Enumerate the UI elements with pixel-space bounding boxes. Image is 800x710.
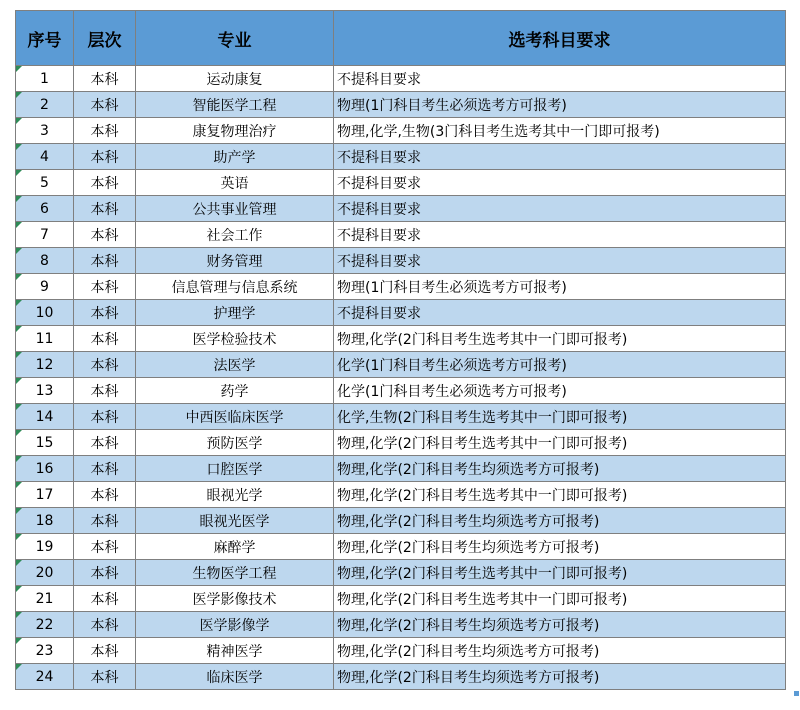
table-row bbox=[16, 196, 786, 222]
selection-handle bbox=[794, 691, 799, 696]
cell-requirement: 物理,化学(2门科目考生选考其中一门即可报考) bbox=[334, 326, 786, 352]
cell-level: 本科 bbox=[74, 638, 136, 664]
cell-major: 信息管理与信息系统 bbox=[136, 274, 334, 300]
cell-requirement: 物理,化学,生物(3门科目考生选考其中一门即可报考) bbox=[334, 118, 786, 144]
cell-no: 20 bbox=[16, 560, 74, 586]
cell-major: 医学影像技术 bbox=[136, 586, 334, 612]
cell-no: 9 bbox=[16, 274, 74, 300]
cell-requirement: 物理,化学(2门科目考生均须选考方可报考) bbox=[334, 456, 786, 482]
cell-level: 本科 bbox=[74, 560, 136, 586]
subject-requirements-table bbox=[15, 10, 786, 690]
cell-major: 运动康复 bbox=[136, 66, 334, 92]
cell-level: 本科 bbox=[74, 326, 136, 352]
table-row bbox=[16, 534, 786, 560]
cell-no: 4 bbox=[16, 144, 74, 170]
table-row bbox=[16, 92, 786, 118]
cell-level: 本科 bbox=[74, 404, 136, 430]
cell-major: 医学检验技术 bbox=[136, 326, 334, 352]
cell-no: 19 bbox=[16, 534, 74, 560]
cell-no: 1 bbox=[16, 66, 74, 92]
table-row bbox=[16, 456, 786, 482]
cell-requirement: 物理,化学(2门科目考生均须选考方可报考) bbox=[334, 534, 786, 560]
cell-level: 本科 bbox=[74, 170, 136, 196]
cell-no: 12 bbox=[16, 352, 74, 378]
cell-no: 22 bbox=[16, 612, 74, 638]
cell-major: 麻醉学 bbox=[136, 534, 334, 560]
cell-level: 本科 bbox=[74, 586, 136, 612]
cell-requirement: 不提科目要求 bbox=[334, 144, 786, 170]
cell-level: 本科 bbox=[74, 118, 136, 144]
cell-level: 本科 bbox=[74, 274, 136, 300]
cell-requirement: 不提科目要求 bbox=[334, 170, 786, 196]
header-requirement: 选考科目要求 bbox=[334, 11, 786, 66]
cell-no: 17 bbox=[16, 482, 74, 508]
table-row bbox=[16, 638, 786, 664]
header-row bbox=[16, 11, 786, 66]
cell-major: 口腔医学 bbox=[136, 456, 334, 482]
cell-requirement: 物理,化学(2门科目考生选考其中一门即可报考) bbox=[334, 586, 786, 612]
header-no: 序号 bbox=[16, 11, 74, 66]
cell-no: 21 bbox=[16, 586, 74, 612]
cell-level: 本科 bbox=[74, 534, 136, 560]
table-row bbox=[16, 326, 786, 352]
cell-major: 公共事业管理 bbox=[136, 196, 334, 222]
table-row bbox=[16, 508, 786, 534]
cell-major: 预防医学 bbox=[136, 430, 334, 456]
table-row bbox=[16, 482, 786, 508]
table-row bbox=[16, 586, 786, 612]
table-row bbox=[16, 560, 786, 586]
cell-level: 本科 bbox=[74, 508, 136, 534]
cell-level: 本科 bbox=[74, 430, 136, 456]
cell-level: 本科 bbox=[74, 352, 136, 378]
cell-major: 精神医学 bbox=[136, 638, 334, 664]
cell-major: 英语 bbox=[136, 170, 334, 196]
cell-level: 本科 bbox=[74, 66, 136, 92]
cell-major: 生物医学工程 bbox=[136, 560, 334, 586]
table-container bbox=[15, 10, 785, 690]
cell-major: 医学影像学 bbox=[136, 612, 334, 638]
cell-requirement: 物理,化学(2门科目考生均须选考方可报考) bbox=[334, 638, 786, 664]
cell-level: 本科 bbox=[74, 144, 136, 170]
cell-level: 本科 bbox=[74, 92, 136, 118]
cell-no: 5 bbox=[16, 170, 74, 196]
header-major: 专业 bbox=[136, 11, 334, 66]
cell-level: 本科 bbox=[74, 248, 136, 274]
cell-requirement: 物理(1门科目考生必须选考方可报考) bbox=[334, 92, 786, 118]
cell-no: 15 bbox=[16, 430, 74, 456]
cell-no: 23 bbox=[16, 638, 74, 664]
cell-requirement: 化学,生物(2门科目考生选考其中一门即可报考) bbox=[334, 404, 786, 430]
table-row bbox=[16, 612, 786, 638]
cell-requirement: 物理,化学(2门科目考生选考其中一门即可报考) bbox=[334, 430, 786, 456]
cell-no: 16 bbox=[16, 456, 74, 482]
cell-level: 本科 bbox=[74, 612, 136, 638]
cell-major: 药学 bbox=[136, 378, 334, 404]
cell-major: 临床医学 bbox=[136, 664, 334, 690]
cell-requirement: 物理(1门科目考生必须选考方可报考) bbox=[334, 274, 786, 300]
cell-no: 7 bbox=[16, 222, 74, 248]
cell-major: 助产学 bbox=[136, 144, 334, 170]
cell-major: 眼视光学 bbox=[136, 482, 334, 508]
cell-level: 本科 bbox=[74, 300, 136, 326]
cell-no: 6 bbox=[16, 196, 74, 222]
cell-major: 眼视光医学 bbox=[136, 508, 334, 534]
cell-requirement: 化学(1门科目考生必须选考方可报考) bbox=[334, 352, 786, 378]
cell-no: 11 bbox=[16, 326, 74, 352]
cell-major: 智能医学工程 bbox=[136, 92, 334, 118]
cell-requirement: 物理,化学(2门科目考生均须选考方可报考) bbox=[334, 664, 786, 690]
table-body bbox=[16, 66, 786, 690]
cell-no: 14 bbox=[16, 404, 74, 430]
cell-no: 24 bbox=[16, 664, 74, 690]
cell-level: 本科 bbox=[74, 456, 136, 482]
table-row bbox=[16, 222, 786, 248]
table-row bbox=[16, 248, 786, 274]
cell-level: 本科 bbox=[74, 482, 136, 508]
cell-no: 10 bbox=[16, 300, 74, 326]
cell-major: 护理学 bbox=[136, 300, 334, 326]
table-row bbox=[16, 664, 786, 690]
cell-major: 法医学 bbox=[136, 352, 334, 378]
cell-requirement: 物理,化学(2门科目考生均须选考方可报考) bbox=[334, 508, 786, 534]
cell-level: 本科 bbox=[74, 222, 136, 248]
cell-level: 本科 bbox=[74, 196, 136, 222]
table-row bbox=[16, 404, 786, 430]
cell-requirement: 化学(1门科目考生必须选考方可报考) bbox=[334, 378, 786, 404]
cell-major: 社会工作 bbox=[136, 222, 334, 248]
table-row bbox=[16, 300, 786, 326]
table-row bbox=[16, 170, 786, 196]
table-row bbox=[16, 378, 786, 404]
cell-requirement: 不提科目要求 bbox=[334, 196, 786, 222]
cell-no: 8 bbox=[16, 248, 74, 274]
cell-no: 3 bbox=[16, 118, 74, 144]
cell-major: 康复物理治疗 bbox=[136, 118, 334, 144]
table-row bbox=[16, 66, 786, 92]
cell-no: 2 bbox=[16, 92, 74, 118]
cell-level: 本科 bbox=[74, 378, 136, 404]
cell-requirement: 不提科目要求 bbox=[334, 66, 786, 92]
table-row bbox=[16, 144, 786, 170]
header-level: 层次 bbox=[74, 11, 136, 66]
cell-major: 中西医临床医学 bbox=[136, 404, 334, 430]
cell-requirement: 不提科目要求 bbox=[334, 222, 786, 248]
table-row bbox=[16, 430, 786, 456]
table-row bbox=[16, 118, 786, 144]
cell-no: 13 bbox=[16, 378, 74, 404]
cell-major: 财务管理 bbox=[136, 248, 334, 274]
cell-requirement: 不提科目要求 bbox=[334, 248, 786, 274]
table-row bbox=[16, 352, 786, 378]
cell-level: 本科 bbox=[74, 664, 136, 690]
cell-no: 18 bbox=[16, 508, 74, 534]
table-header bbox=[16, 11, 786, 66]
cell-requirement: 物理,化学(2门科目考生均须选考方可报考) bbox=[334, 612, 786, 638]
cell-requirement: 不提科目要求 bbox=[334, 300, 786, 326]
cell-requirement: 物理,化学(2门科目考生选考其中一门即可报考) bbox=[334, 560, 786, 586]
cell-requirement: 物理,化学(2门科目考生选考其中一门即可报考) bbox=[334, 482, 786, 508]
table-row bbox=[16, 274, 786, 300]
